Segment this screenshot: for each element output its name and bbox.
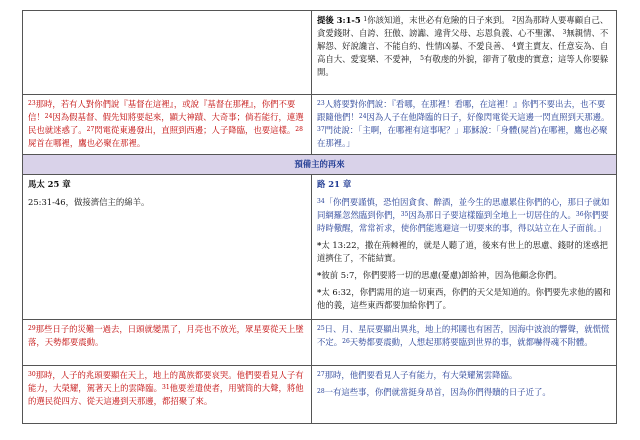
verse-text: 屍首在哪裡，鷹也必聚在那裡。 <box>28 138 146 148</box>
verse-number: 27 <box>86 126 95 133</box>
verse-text: 因為那時人要專顧自己、貪愛錢財、自誇、狂傲、謗讟、違背父母、忘恩負義、心不聖潔、 <box>317 15 609 38</box>
verse-text: 人將要對你們說：『看哪，在那裡！看哪，在這裡！』你們不要出去，也不要跟隨他們！ <box>317 99 606 122</box>
verse-number: 26 <box>342 338 350 345</box>
table-row <box>23 366 617 424</box>
verse-reference: 提後 3:1-5 <box>317 15 361 25</box>
comparison-table <box>22 10 617 424</box>
verse-number: 1 <box>363 16 368 23</box>
verse-number: 24 <box>358 113 367 120</box>
verse-number: 4 <box>512 42 517 49</box>
cross-reference-ref: 太 6:32 <box>321 287 352 297</box>
verse-number: 36 <box>575 211 584 218</box>
verse-number: 30 <box>28 371 36 378</box>
verse-text: 門徒說：「主啊，在哪裡有這事呢？」耶穌說：「身體(屍首)在哪裡，鷹也必聚在那裡。」 <box>317 125 608 148</box>
verse-number: 2 <box>512 16 517 23</box>
verse-text: 那些日子的災難一過去，日頭就變黑了，月亮也不放光，眾星要從天上墜落，天勢都要震動。 <box>28 324 304 347</box>
row2-right-cell <box>312 95 617 155</box>
row5-right-cell <box>312 366 617 424</box>
verse-text: 一有這些事，你們就當挺身昂首，因為你們得贖的日子近了。 <box>324 387 551 397</box>
cross-reference: *太 6:32，你們需用的這一切東西，你們的天父是知道的。你們要先求他的國和他的義，這些東西都要加給你們了。 <box>317 287 611 310</box>
verse-number: 37 <box>317 126 325 133</box>
verse-number: 23 <box>28 100 36 107</box>
row2-left-cell <box>23 95 312 155</box>
verse-number: 34 <box>317 198 325 205</box>
verse-number: 5 <box>420 55 424 62</box>
verse-number: 3 <box>562 29 567 36</box>
verse-text: 「你們要謹慎，恐怕因貪食、醉酒，並今生的思慮累住你們的心，那日子就如同網羅忽然臨到你們， <box>317 197 610 220</box>
cell-text: 25:31-46，做接濟信主的綿羊。 <box>28 197 150 207</box>
verse-text: 你們要時時儆醒，常常祈求，使你們能逃避這一切要來的事，得以站立在人子面前。」 <box>317 210 609 233</box>
row1-right-cell <box>312 11 617 95</box>
cross-reference-ref: 彼前 5:7 <box>321 270 355 280</box>
verse-number: 28 <box>295 126 303 133</box>
cross-reference-ref: 太 13:22 <box>321 240 357 250</box>
verse-text: 那時，若有人對你們說『基督在這裡』，或說『基督在那裡』，你們不要信！ <box>28 99 296 122</box>
verse-text: 天勢都要震動，人想起那將要臨到世界的事，就都嚇得魂不附體。 <box>349 337 593 347</box>
verse-text: 閃電從東邊發出，直照到西邊；人子降臨，也要這樣。 <box>94 125 296 135</box>
verse-number: 29 <box>28 325 36 332</box>
verse-text: 他要差遣使者，用號筒的大聲，將他的選民從四方、從天這邊到天那邊，都招聚了來。 <box>28 383 304 406</box>
verse-number: 35 <box>400 211 409 218</box>
table-row <box>23 175 617 320</box>
verse-text: 賣主賣友、任意妄為、自高自大、愛宴樂、不愛神， <box>317 41 609 64</box>
verse-text: 無親情、不解怨、好說讒言、不能自約、性情凶暴、不愛良善、 <box>317 28 609 51</box>
verse-number: 31 <box>162 384 170 391</box>
table-row <box>23 320 617 366</box>
verse-text: 因為人子在他降臨的日子，好像閃電從天這邊一閃直照到天那邊。 <box>366 112 610 122</box>
row1-left-cell <box>23 11 312 95</box>
verse-number: 27 <box>317 371 325 378</box>
verse-number: 25 <box>317 325 325 332</box>
verse-text: 有敬虔的外貌，卻背了敬虔的實意；這等人你要躲開。 <box>317 54 609 77</box>
row3-left-cell <box>23 175 312 320</box>
section-title-row <box>23 155 617 175</box>
cross-reference-text: ，你們要將一切的思慮(憂慮)卸給神，因為他顧念你們。 <box>354 270 562 280</box>
row4-left-cell <box>23 320 312 366</box>
cross-reference-text: ，你們需用的這一切東西，你們的天父是知道的。你們要先求他的國和他的義，這些東西都要加給你們了。 <box>317 287 611 310</box>
verse-text: 因為假基督、假先知將要起來，顯大神蹟、大奇事；倘若能行，連選民也就迷惑了。 <box>28 112 304 135</box>
chapter-heading: 路 21 章 <box>317 179 352 189</box>
verse-number: 23 <box>317 100 325 107</box>
row5-left-cell <box>23 366 312 424</box>
verse-text: 那時，人子的兆頭要顯在天上，地上的萬族都要哀哭。他們要看見人子有能力，大榮耀，駕著天上的雲降臨。 <box>28 370 304 393</box>
chapter-heading: 馬太 25 章 <box>28 179 71 189</box>
cross-reference: *彼前 5:7，你們要將一切的思慮(憂慮)卸給神，因為他顧念你們。 <box>317 270 562 280</box>
verse-text: 那時，他們要看見人子有能力，有大榮耀駕雲降臨。 <box>324 370 518 380</box>
row4-right-cell <box>312 320 617 366</box>
verse-text: 你該知道，末世必有危險的日子來到。 <box>367 15 510 25</box>
verse-text: 日、月、星辰要顯出異兆，地上的邦國也有困苦，因海中波浪的響聲，就慌慌不定。 <box>317 324 610 347</box>
table-row <box>23 95 617 155</box>
verse-text: 因為那日子要這樣臨到全地上一切居住的人。 <box>408 210 576 220</box>
table-row <box>23 11 617 95</box>
section-title: 預備主的再來 <box>23 155 617 175</box>
verse-number: 28 <box>317 388 325 395</box>
cross-reference-text: ，撒在荊棘裡的，就是人聽了道，後來有世上的思慮、錢財的迷惑把道擠住了，不能結實。 <box>317 240 608 263</box>
row3-right-cell <box>312 175 617 320</box>
verse-number: 24 <box>44 113 53 120</box>
cross-reference: *太 13:22，撒在荊棘裡的，就是人聽了道，後來有世上的思慮、錢財的迷惑把道擠住了，不能結實。 <box>317 240 608 263</box>
